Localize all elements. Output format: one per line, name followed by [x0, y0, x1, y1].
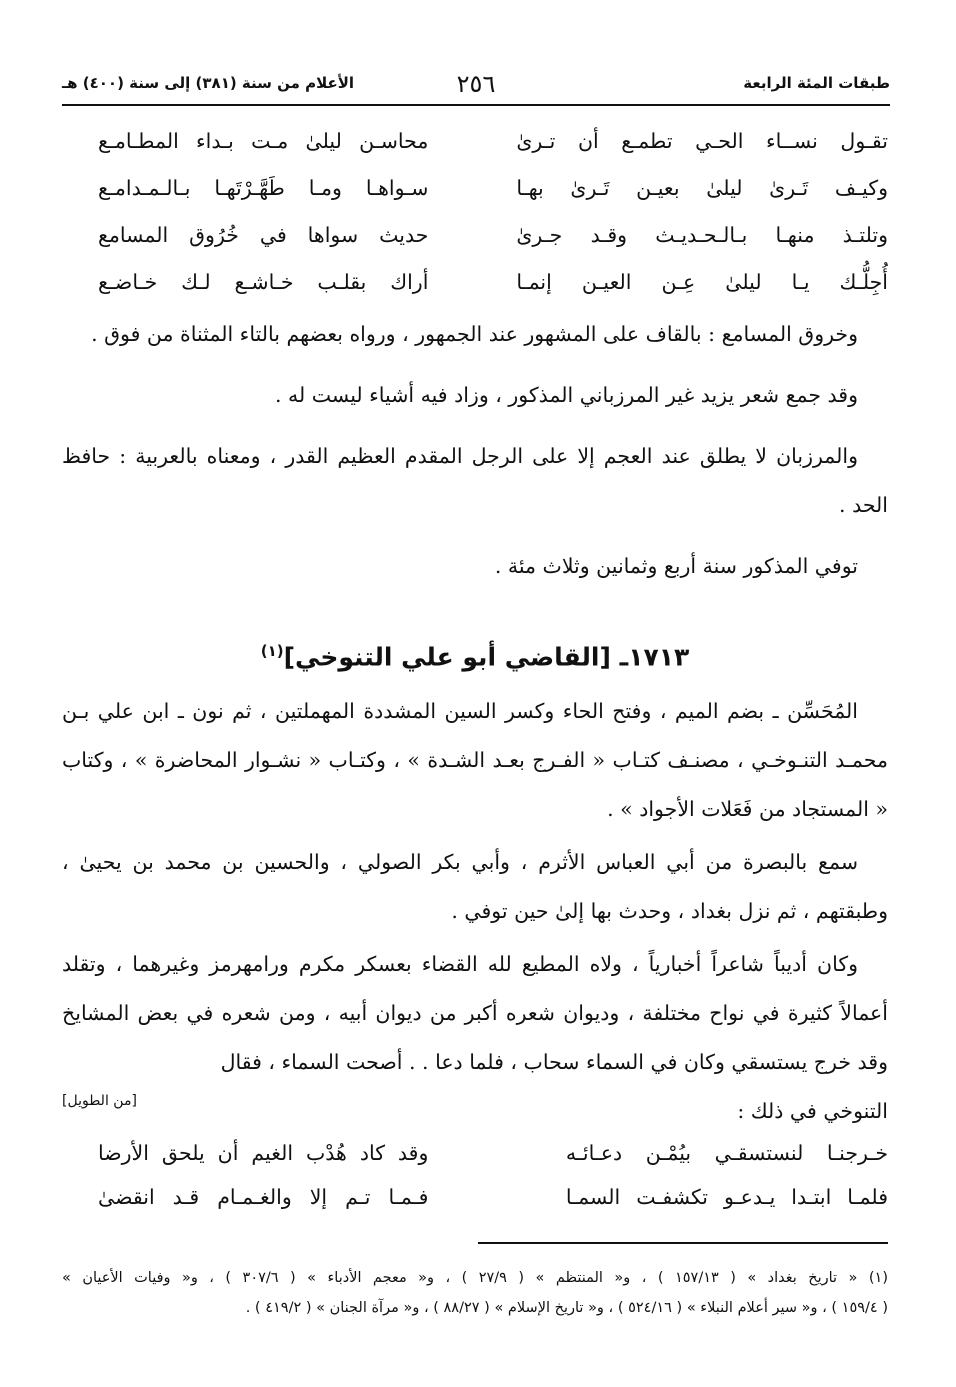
paragraph-ending: التنوخي في ذلك :: [737, 1099, 888, 1124]
footnote-separator: [478, 1242, 888, 1244]
verse-second-hemistich: سـواهـا ومـا طَهَّـرْتَهـا بـالـمـدامـع: [98, 176, 429, 200]
paragraph: وخروق المسامع : بالقاف على المشهور عند الجمهور ، ورواه بعضهم بالتاء المثناة من فوق .: [91, 322, 858, 346]
verse-first-hemistich: وكيـف تَـرىٰ ليلىٰ بعيـن تَـرىٰ بهـا: [516, 176, 888, 200]
verse-line: [62, 1175, 888, 1219]
verse-second-hemistich: وقد كاد هُدْب الغيم أن يلحق الأرضا: [98, 1141, 429, 1166]
paragraph: توفي المذكور سنة أربع وثمانين وثلاث مئة .: [494, 554, 858, 578]
verse-second-hemistich: فـمـا تـم إلا والغـمـام قـد انقضىٰ: [98, 1185, 429, 1210]
page-number: ٢٥٦: [456, 70, 496, 98]
section-title: طبقات المئة الرابعة: [743, 74, 890, 92]
meter-label: [من الطويل]: [62, 1093, 137, 1110]
paragraph: وقد جمع شعر يزيد غير المرزباني المذكور ، وزاد فيه أشياء ليست له .: [275, 383, 858, 407]
verse-first-hemistich: خـرجنـا لنستسقـي بيُمْـن دعـائـه: [565, 1141, 888, 1166]
paragraph: والمرزبان لا يطلق عند العجم إلا على الرجل المقدم العظيم القدر ، ومعناه بالعربية : حافظ الحد .: [62, 444, 888, 517]
verse-line: [62, 212, 888, 259]
verse-line: [62, 118, 888, 165]
verse-line: [62, 1131, 888, 1175]
paragraph: سمع بالبصرة من أبي العباس الأثرم ، وأبي بكر الصولي ، والحسين بن محمد بن يحيىٰ ، وطبقتهم ، ثم نزل بغداد ، وحدث بها إلىٰ حين توفي .: [62, 850, 888, 924]
footnote-line: (١) « تاريخ بغداد » ( ١٥٧/١٣ ) ، و« المنتظم » ( ٢٧/٩ ) ، و« معجم الأدباء » ( ٣٠٧/٦ ) ، و« وفيات الأعيان »: [62, 1270, 888, 1286]
footnotes: [62, 1263, 888, 1323]
poem-block: [62, 118, 888, 306]
volume-range-title: الأعلام من سنة (٣٨١) إلى سنة (٤٠٠) هـ: [62, 74, 355, 92]
biography-heading: [62, 625, 888, 683]
page-body: [62, 118, 888, 1219]
verse-second-hemistich: حديث سواها في خُرُوق المسامع: [98, 223, 429, 247]
paragraph-ending-line: [62, 1087, 888, 1131]
footnote-reference: (١): [260, 642, 284, 660]
poem-block: [62, 1131, 888, 1219]
verse-second-hemistich: أراك بقلـب خـاشـع لـك خـاضـع: [98, 270, 429, 294]
paragraph: المُحَسِّن ـ بضم الميم ، وفتح الحاء وكسر السين المشددة المهملتين ، ثم نون ـ ابن علي بـن محمـد التنـوخـي ، مصنـف كتـاب « الفـرج بعـد الشـدة » ، وكتـاب « نشـوار المحاضرة » ، وكتاب « المستجاد من فَعَلات الأجواد » .: [62, 699, 888, 822]
paragraph: وكان أديباً شاعراً أخبارياً ، ولاه المطيع لله القضاء بعسكر مكرم ورامهرمز وغيرهما ، وتقلد أعمالاً كثيرة في نواح مختلفة ، وديوان شعره أكبر من ديوان أبيه ، ومن شعره في بعض المشايخ وقد خرج يستسقي وكان في السماء سحاب ، فلما دعا . . أصحت السماء ، فقال: [62, 952, 888, 1075]
verse-line: [62, 165, 888, 212]
running-header: [62, 70, 890, 106]
verse-second-hemistich: محاسـن ليلىٰ مـت بـداء المطـامـع: [98, 129, 429, 153]
verse-first-hemistich: فلمـا ابتـدا يـدعـو تكشفـت السمـا: [565, 1185, 888, 1210]
verse-first-hemistich: تقـول نســاء الحـي تطمـع أن تـرىٰ: [516, 129, 888, 153]
verse-first-hemistich: وتلتـذ منهـا بـالـحـديـث وقـد جـرىٰ: [516, 223, 888, 247]
biography-title: ١٧١٣ـ [القاضي أبو علي التنوخي]: [283, 642, 690, 672]
verse-line: [62, 259, 888, 306]
verse-first-hemistich: أُجِلُّـك يـا ليلىٰ عِـن العيـن إنمـا: [516, 270, 888, 294]
footnote-line: ( ١٥٩/٤ ) ، و« سير أعلام النبلاء » ( ٥٢٤/١٦ ) ، و« تاريخ الإسلام » ( ٨٨/٢٧ ) ، و« مرآة الجنان » ( ٤١٩/٢ ) .: [245, 1300, 888, 1316]
